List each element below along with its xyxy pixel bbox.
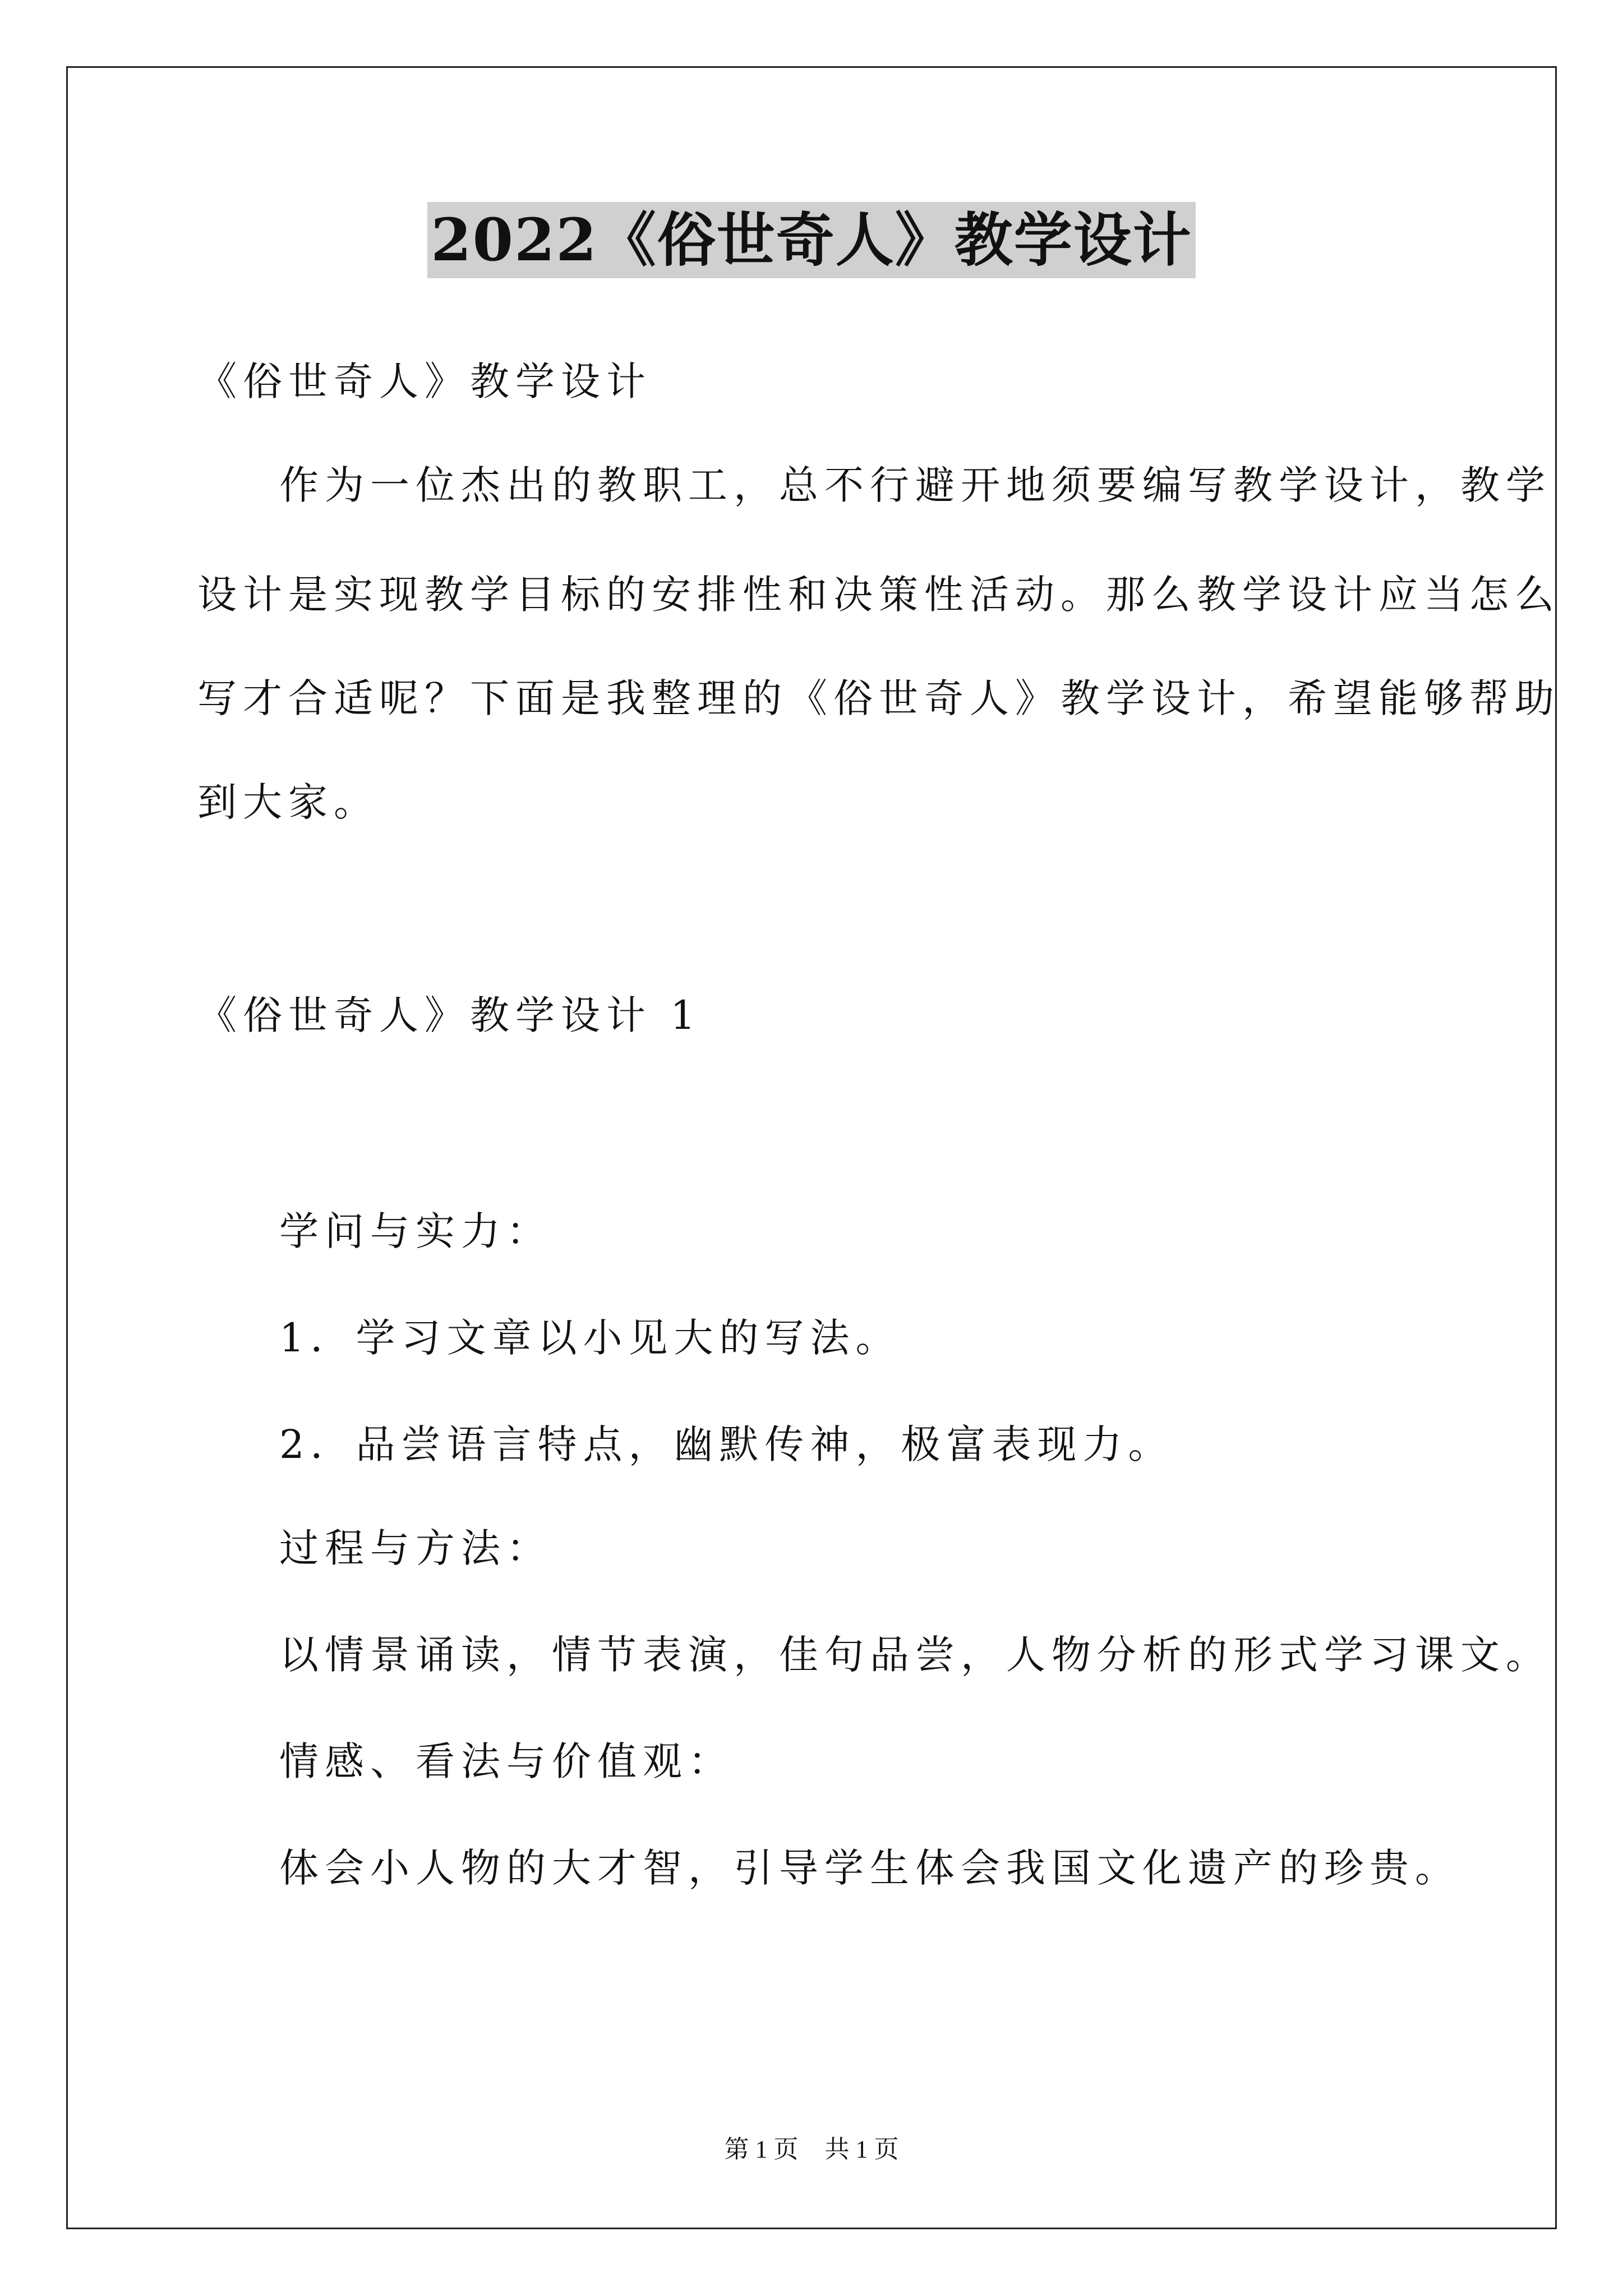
page-footer: [0, 2133, 1623, 2166]
page-number: 第 1 页: [724, 2136, 799, 2163]
objective-heading-emotion: 情感、看法与价值观：: [279, 1738, 734, 1784]
document-title: 2022《俗世奇人》教学设计: [427, 202, 1195, 278]
section-heading: 《俗世奇人》教学设计 1: [197, 992, 702, 1038]
intro-line-1: 作为一位杰出的教职工，总不行避开地须要编写教学设计，教学: [279, 462, 1551, 508]
objective-heading-knowledge: 学问与实力：: [279, 1208, 552, 1254]
objective-item-2: 2．品尝语言特点，幽默传神，极富表现力。: [279, 1421, 1174, 1467]
objective-heading-process: 过程与方法：: [279, 1525, 552, 1571]
intro-line-3: 写才合适呢？下面是我整理的《俗世奇人》教学设计，希望能够帮助: [197, 675, 1560, 721]
objective-emotion-text: 体会小人物的大才智，引导学生体会我国文化遗产的珍贵。: [279, 1845, 1460, 1891]
objective-item-1: 1．学习文章以小见大的写法。: [279, 1315, 901, 1361]
intro-line-4: 到大家。: [197, 779, 379, 825]
page-total: 共 1 页: [824, 2136, 899, 2163]
title-container: [0, 202, 1623, 278]
intro-line-2: 设计是实现教学目标的安排性和决策性活动。那么教学设计应当怎么: [197, 572, 1560, 618]
objective-process-text: 以情景诵读，情节表演，佳句品尝，人物分析的形式学习课文。: [279, 1632, 1551, 1678]
subtitle: 《俗世奇人》教学设计: [197, 358, 652, 404]
